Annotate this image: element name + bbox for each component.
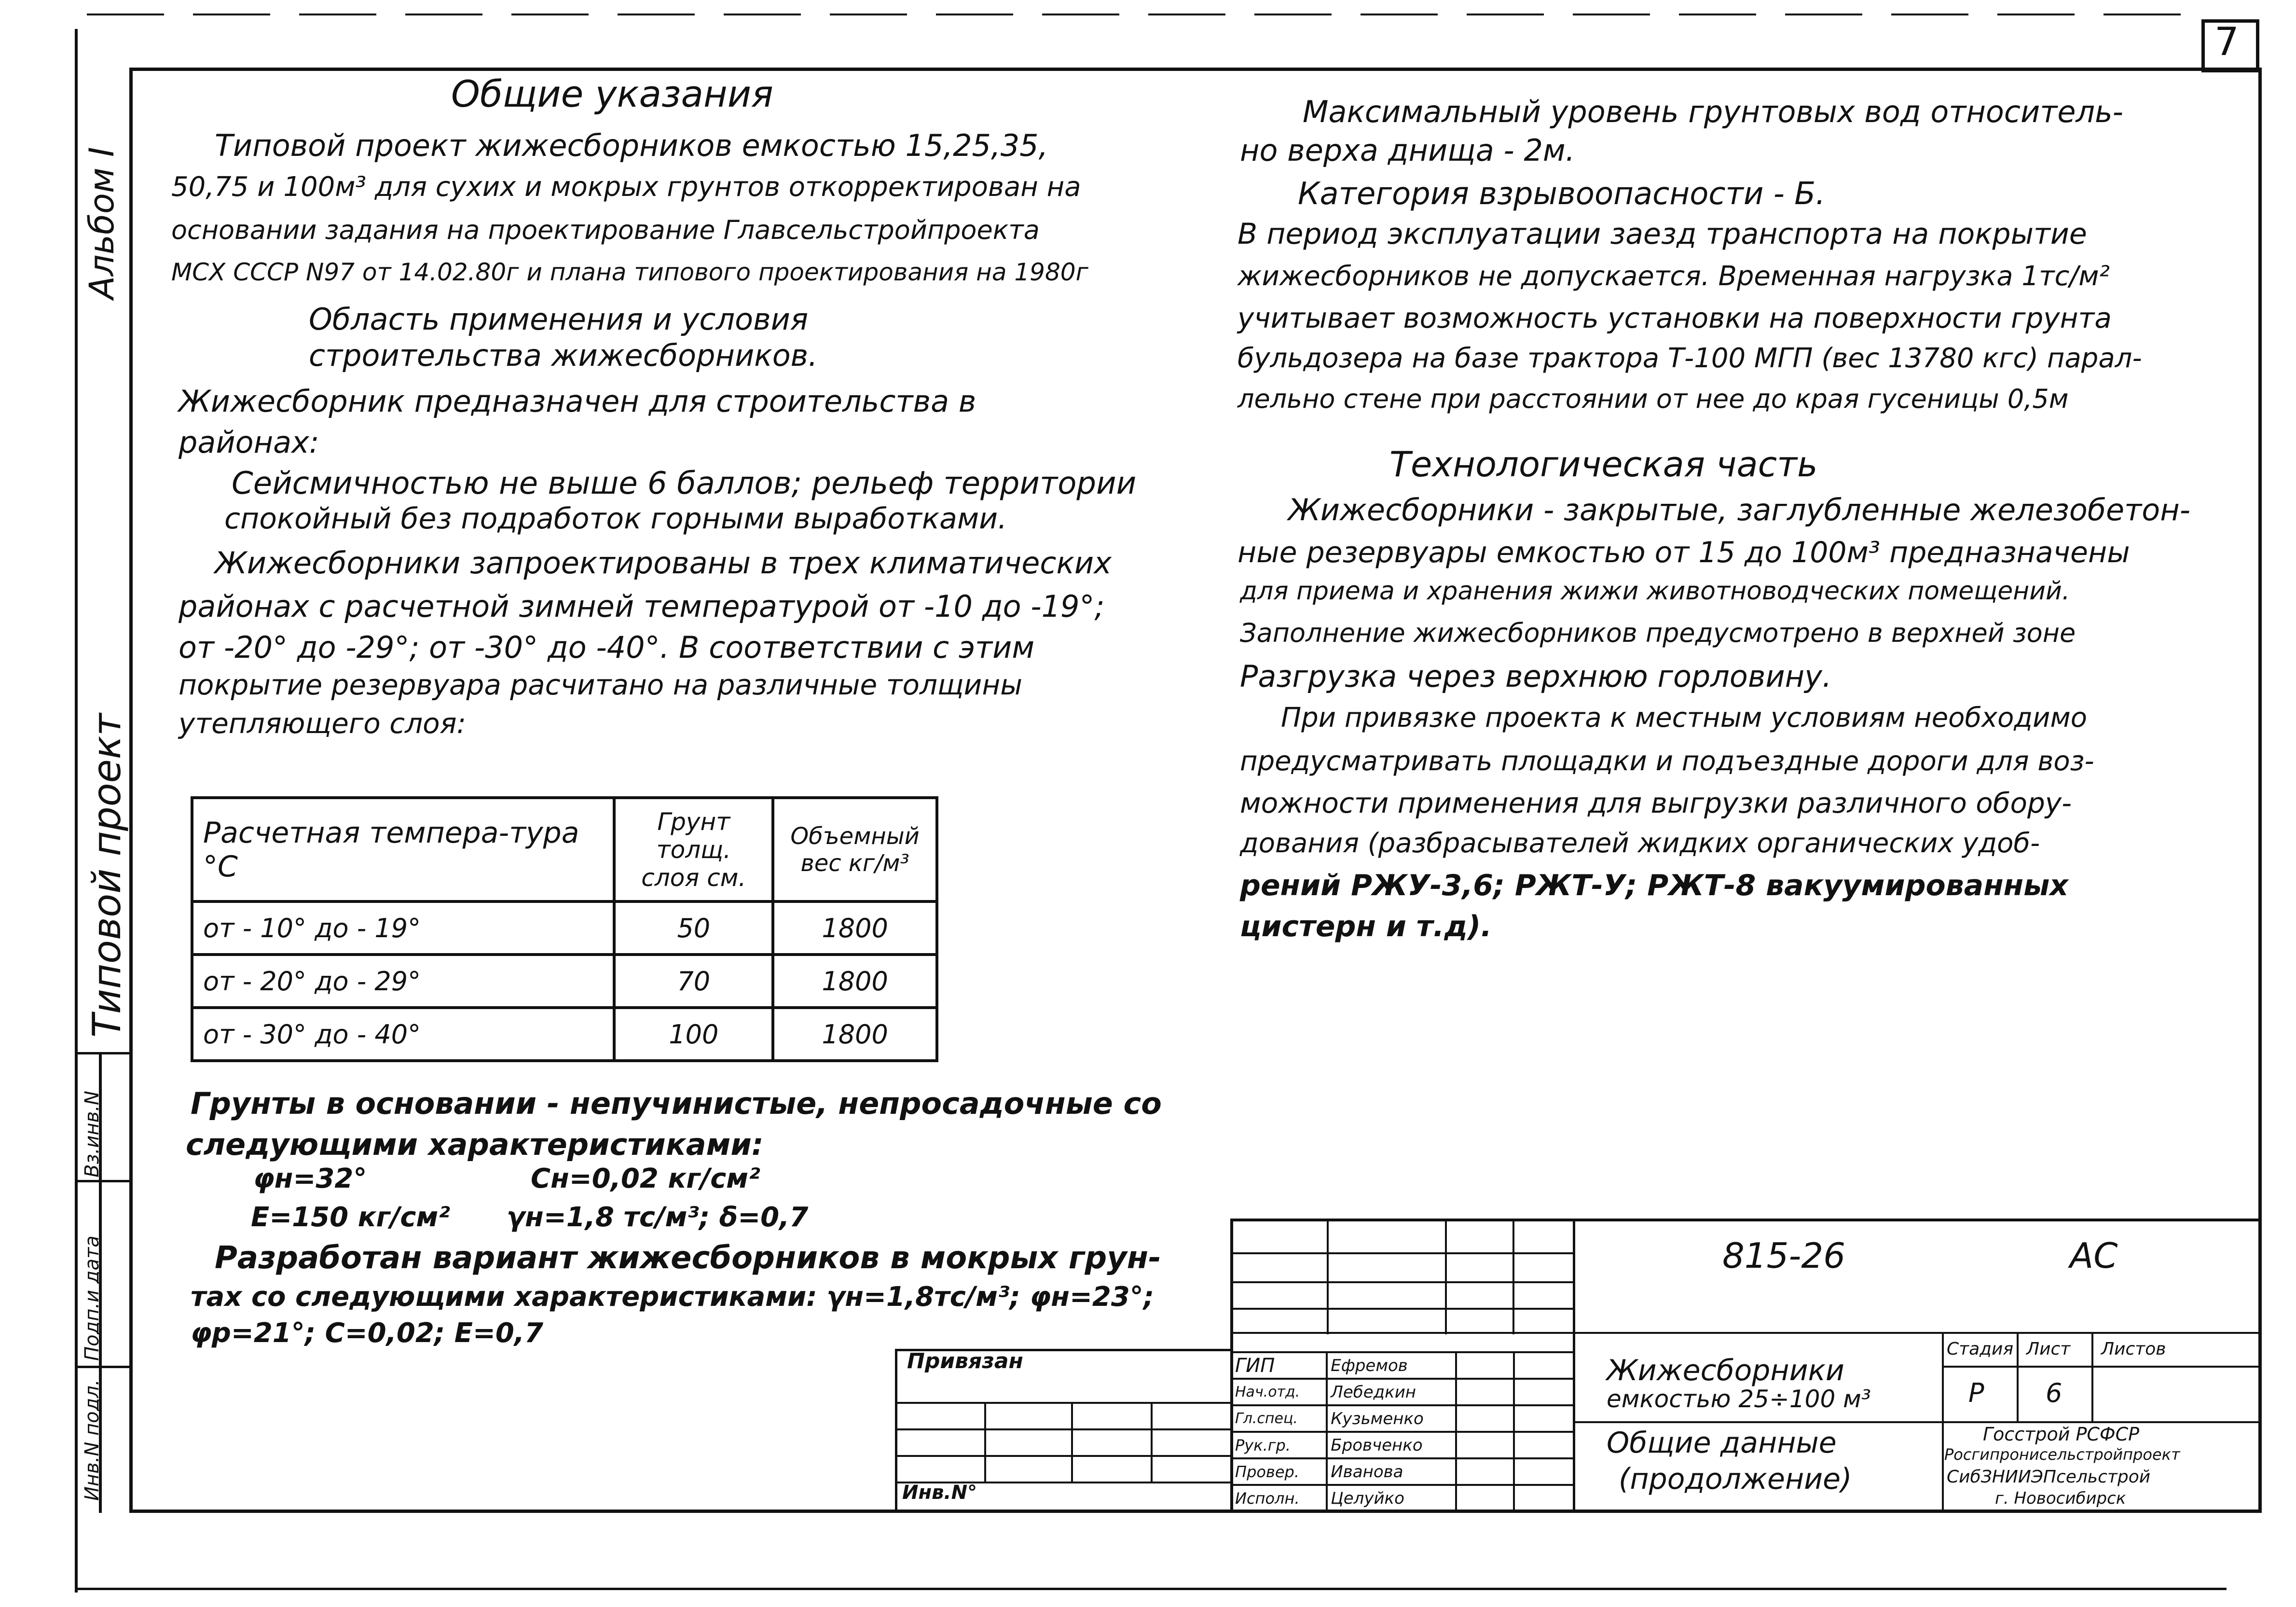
side-divider-3 xyxy=(75,1366,130,1368)
inv-no-label: Инв.N° xyxy=(902,1482,977,1504)
date-cell xyxy=(1514,1458,1574,1485)
right-p4-line-5: Разгрузка через верхнюю горловину. xyxy=(1240,659,1832,694)
stage-value: Р xyxy=(1968,1378,1984,1408)
signature-cell xyxy=(1456,1379,1514,1405)
date-cell xyxy=(1514,1432,1574,1458)
table-header-temperature: Расчетная темпера-тура °С xyxy=(192,798,614,901)
privyazan-line xyxy=(895,1402,1233,1404)
name-cell: Ефремов xyxy=(1327,1352,1456,1379)
side-album-label: Альбом I xyxy=(82,147,122,299)
sheet-value: 6 xyxy=(2046,1378,2062,1408)
stamp-col-line xyxy=(1942,1332,1944,1513)
stamp-col-line xyxy=(2017,1332,2019,1421)
col-sheets-label: Листов xyxy=(2101,1339,2166,1359)
table-cell: от - 20° до - 29° xyxy=(192,955,614,1008)
right-p4-line-3: для приема и хранения жижи животноводческих помещений. xyxy=(1240,577,2070,606)
left-p4-line-3: от -20° до -29°; от -30° до -40°. В соответствии с этим xyxy=(179,630,1035,665)
stamp-code: 815-26 xyxy=(1722,1235,1846,1276)
side-divider-2 xyxy=(75,1180,130,1182)
left-p4-line-4: покрытие резервуара расчитано на различные толщины xyxy=(179,668,1023,701)
table-cell: 70 xyxy=(614,955,773,1008)
name-cell: Лебедкин xyxy=(1327,1379,1456,1405)
left-p2-line-1: Жижесборник предназначен для строительства в xyxy=(179,384,976,419)
signatures-table xyxy=(1230,1351,1575,1512)
left-p4-line-5: утепляющего слоя: xyxy=(179,707,467,740)
right-p5-line-5: рений РЖУ-3,6; РЖТ-У; РЖТ-8 вакуумированных xyxy=(1240,869,2069,902)
stamp-col-line xyxy=(1512,1219,1514,1334)
stamp-title-3: Общие данные xyxy=(1607,1426,1837,1460)
stamp-line xyxy=(1230,1252,1575,1254)
table-cell: 1800 xyxy=(773,955,937,1008)
formula-modulus: Е=150 кг/см² xyxy=(251,1202,450,1233)
table-header-thickness: Грунт толщ. слоя см. xyxy=(614,798,773,901)
side-project-label: Типовой проект xyxy=(84,713,129,1038)
left-subtitle-line-2: строительства жижесборников. xyxy=(309,338,818,373)
side-sign-date-label: Подп.и дата xyxy=(81,1235,103,1361)
left-p1-line-3: основании задания на проектирование Главсельстройпроекта xyxy=(171,215,1040,245)
privyazan-col xyxy=(1071,1402,1073,1482)
right-p4-line-2: ные резервуары емкостью от 15 до 100м³ предназначены xyxy=(1237,536,2130,569)
name-cell: Целуйко xyxy=(1327,1485,1456,1511)
right-p1-line-1: Максимальный уровень грунтовых вод относитель- xyxy=(1303,94,2124,129)
temperature-table xyxy=(191,796,938,1062)
table-row xyxy=(192,1008,937,1061)
stamp-col-line xyxy=(1327,1219,1329,1334)
table-row xyxy=(192,901,937,955)
stamp-title-2: емкостью 25÷100 м³ xyxy=(1607,1385,1871,1413)
table-row xyxy=(1231,1405,1574,1432)
right-p4-line-4: Заполнение жижесборников предусмотрено в верхней зоне xyxy=(1240,618,2076,648)
role-cell: Исполн. xyxy=(1231,1485,1327,1511)
side-vz-inv-label: Вз.инв.N xyxy=(81,1091,103,1178)
table-cell: 50 xyxy=(614,901,773,955)
table-cell: от - 30° до - 40° xyxy=(192,1008,614,1061)
privyazan-label: Привязан xyxy=(907,1349,1023,1373)
left-subtitle-line-1: Область применения и условия xyxy=(309,302,809,337)
top-edge-line xyxy=(87,14,2210,15)
left-p1-line-2: 50,75 и 100м³ для сухих и мокрых грунтов откорректирован на xyxy=(171,171,1081,203)
privyazan-col xyxy=(1151,1402,1153,1482)
table-cell: 100 xyxy=(614,1008,773,1061)
left-p1-line-1: Типовой проект жижесборников емкостью 15,25,35, xyxy=(215,128,1048,163)
side-divider-1 xyxy=(75,1052,130,1054)
left-p4-line-2: районах с расчетной зимней температурой от -10 до -19°; xyxy=(179,589,1105,624)
role-cell: Провер. xyxy=(1231,1458,1327,1485)
right-p3-line-3: учитывает возможность установки на поверхности грунта xyxy=(1237,302,2112,334)
stamp-line xyxy=(1230,1332,2262,1334)
table-row xyxy=(1231,1485,1574,1511)
org-line-3: СибЗНИИЭПсельстрой xyxy=(1947,1467,2151,1487)
stamp-title-4: (продолжение) xyxy=(1619,1462,1852,1496)
privyazan-line xyxy=(895,1428,1233,1430)
privyazan-line xyxy=(895,1455,1233,1457)
signature-cell xyxy=(1456,1432,1514,1458)
role-cell: Нач.отд. xyxy=(1231,1379,1327,1405)
table-row xyxy=(1231,1352,1574,1379)
name-cell: Бровченко xyxy=(1327,1432,1456,1458)
formula-gamma: γн=1,8 тс/м³; δ=0,7 xyxy=(507,1202,809,1233)
signature-cell xyxy=(1456,1352,1514,1379)
left-p6-line-1: Разработан вариант жижесборников в мокрых грун- xyxy=(215,1240,1161,1276)
org-line-2: Росгипронисельстройпроект xyxy=(1944,1445,2180,1464)
org-line-1: Госстрой РСФСР xyxy=(1983,1424,2140,1445)
right-p5-line-4: дования (разбрасывателей жидких органических удоб- xyxy=(1240,828,2040,859)
table-cell: от - 10° до - 19° xyxy=(192,901,614,955)
left-p5-line-2: следующими характеристиками: xyxy=(186,1127,764,1162)
stamp-line xyxy=(1230,1281,1575,1283)
left-p6-line-2: тах со следующими характеристиками: γн=1,8тс/м³; φн=23°; xyxy=(191,1281,1155,1313)
col-stage-label: Стадия xyxy=(1947,1339,2014,1359)
col-sheet-label: Лист xyxy=(2026,1339,2071,1359)
bottom-outer-line xyxy=(75,1588,2227,1590)
date-cell xyxy=(1514,1352,1574,1379)
right-title: Технологическая часть xyxy=(1389,444,1818,485)
stamp-col-line xyxy=(1445,1219,1447,1334)
table-row xyxy=(192,955,937,1008)
signature-cell xyxy=(1456,1485,1514,1511)
date-cell xyxy=(1514,1405,1574,1432)
left-p5-line-1: Грунты в основании - непучинистые, непросадочные со xyxy=(191,1086,1162,1121)
table-row xyxy=(1231,1379,1574,1405)
table-row xyxy=(1231,1458,1574,1485)
right-p3-line-5: лельно стене при расстоянии от нее до края гусеницы 0,5м xyxy=(1237,384,2069,414)
signature-cell xyxy=(1456,1458,1514,1485)
role-cell: ГИП xyxy=(1231,1352,1327,1379)
name-cell: Кузьменко xyxy=(1327,1405,1456,1432)
left-p1-line-4: МСХ СССР N97 от 14.02.80г и плана типового проектирования на 1980г xyxy=(171,258,1088,286)
formula-cohesion: Сн=0,02 кг/см² xyxy=(531,1163,760,1194)
right-p1-line-2: но верха днища - 2м. xyxy=(1240,133,1575,168)
left-title: Общие указания xyxy=(451,72,773,115)
formula-phi: φн=32° xyxy=(253,1163,367,1194)
left-p4-line-1: Жижесборники запроектированы в трех климатических xyxy=(215,545,1112,581)
table-header-density: Объемный вес кг/м³ xyxy=(773,798,937,901)
right-p3-line-4: бульдозера на базе трактора Т-100 МГП (вес 13780 кгс) парал- xyxy=(1237,343,2142,374)
left-p3-line-1: Сейсмичностью не выше 6 баллов; рельеф территории xyxy=(232,466,1137,501)
left-p2-line-2: районах: xyxy=(179,425,319,460)
binding-line-left xyxy=(75,29,78,1593)
table-row xyxy=(1231,1432,1574,1458)
date-cell xyxy=(1514,1485,1574,1511)
name-cell: Иванова xyxy=(1327,1458,1456,1485)
org-line-4: г. Новосибирск xyxy=(1995,1489,2126,1508)
stamp-mark: АС xyxy=(2070,1235,2118,1276)
right-p2: Категория взрывоопасности - Б. xyxy=(1298,176,1826,212)
stamp-line xyxy=(1942,1366,2262,1368)
right-p5-line-3: можности применения для выгрузки различного обору- xyxy=(1240,787,2072,819)
right-p5-line-6: цистерн и т.д). xyxy=(1240,910,1492,943)
right-p5-line-1: При привязке проекта к местным условиям необходимо xyxy=(1281,702,2088,734)
right-p5-line-2: предусматривать площадки и подъездные дороги для воз- xyxy=(1240,746,2094,777)
right-p3-line-2: жижесборников не допускается. Временная нагрузка 1тс/м² xyxy=(1237,261,2110,292)
privyazan-col xyxy=(984,1402,986,1482)
stamp-line xyxy=(1573,1421,2262,1423)
page-number: 7 xyxy=(2214,19,2239,64)
stamp-line xyxy=(1230,1308,1575,1310)
stamp-col-line xyxy=(2091,1332,2093,1421)
left-p6-line-3: φр=21°; С=0,02; Е=0,7 xyxy=(191,1317,544,1349)
table-cell: 1800 xyxy=(773,1008,937,1061)
date-cell xyxy=(1514,1379,1574,1405)
left-p3-line-2: спокойный без подработок горными выработками. xyxy=(224,502,1007,536)
role-cell: Гл.спец. xyxy=(1231,1405,1327,1432)
right-p3-line-1: В период эксплуатации заезд транспорта на покрытие xyxy=(1237,217,2087,251)
table-cell: 1800 xyxy=(773,901,937,955)
stamp-title-1: Жижесборники xyxy=(1607,1354,1844,1387)
side-inv-podl-label: Инв.N подл. xyxy=(81,1379,103,1501)
role-cell: Рук.гр. xyxy=(1231,1432,1327,1458)
signature-cell xyxy=(1456,1405,1514,1432)
right-p4-line-1: Жижесборники - закрытые, заглубленные железобетон- xyxy=(1288,492,2191,527)
